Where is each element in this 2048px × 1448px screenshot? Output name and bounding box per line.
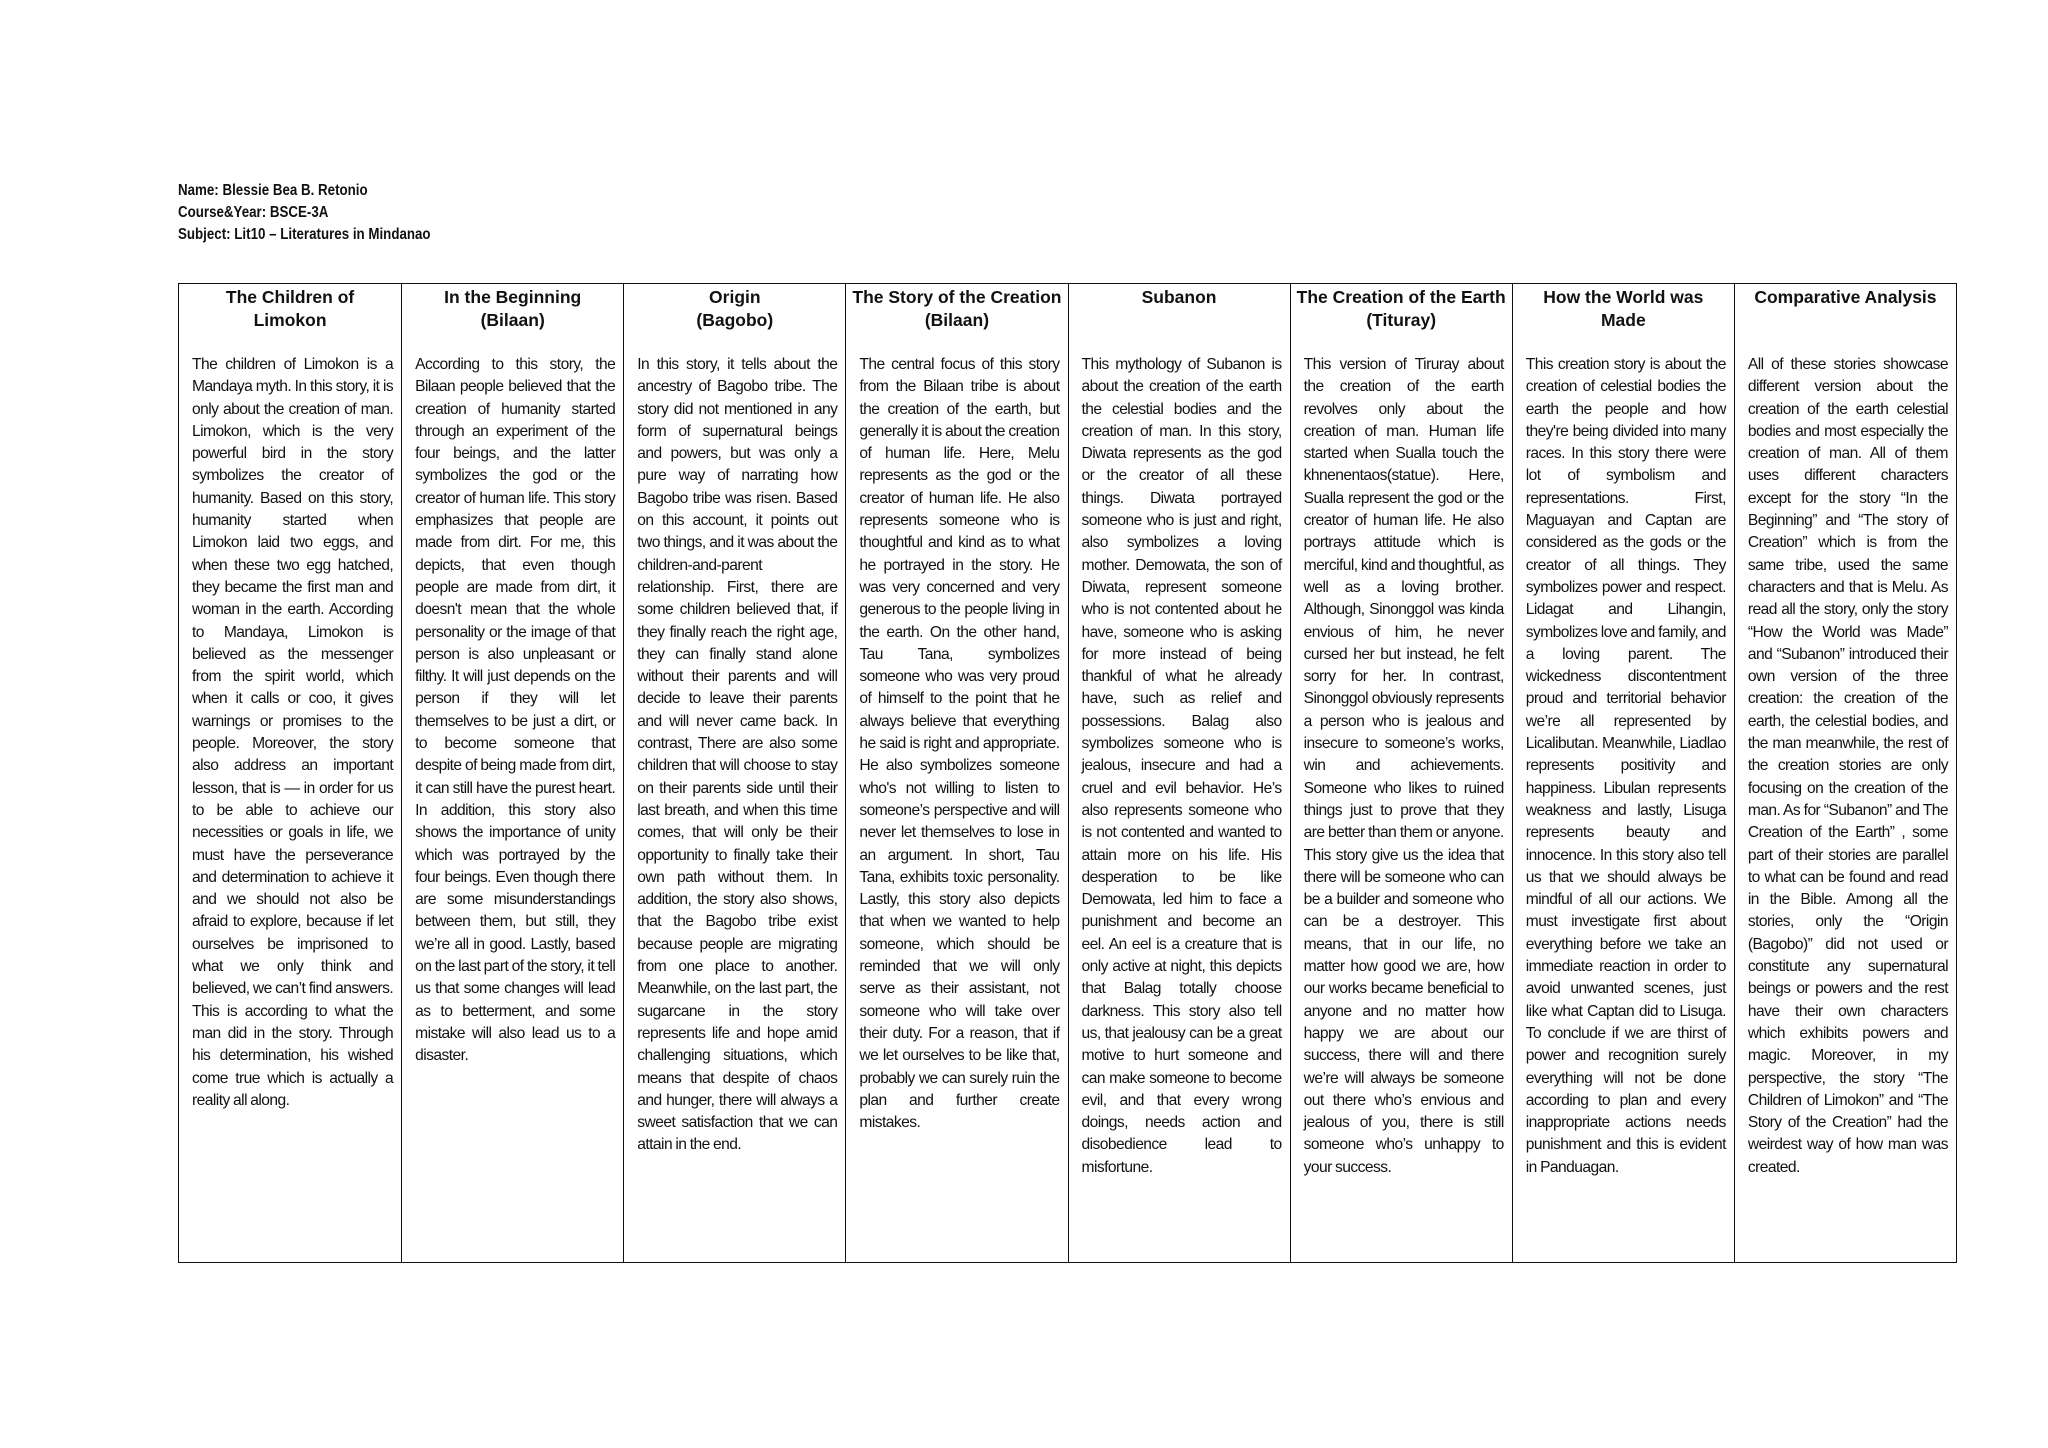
- document-header: [178, 180, 431, 246]
- subject-line: Subject: Lit10 – Literatures in Mindanao: [178, 226, 431, 243]
- student-name: Name: Blessie Bea B. Retonio: [178, 182, 368, 199]
- column-title: The Children of: [225, 287, 355, 307]
- column-title: Origin: [709, 287, 761, 307]
- column-title: The Story of the Creation: [852, 287, 1062, 307]
- column-title: In the Beginning: [444, 287, 582, 307]
- table-column-children-of-limokon: [179, 284, 401, 1262]
- column-header: [1513, 284, 1734, 354]
- table-column-origin: [623, 284, 845, 1262]
- column-header: [1291, 284, 1512, 354]
- column-title: Comparative Analysis: [1754, 287, 1937, 307]
- column-body: All of these stories showcase different version about the creation of the earth celestial bodies and most especially the creation of man. All of them uses different characters except for the story “In the Beginning” and “The story of Creation” which is from the same tribe, used the same characters and that is Melu. As read all the story, only the story “How the World was Made” and “Subanon” introduced their own version of the three creation: the creation of the earth, the celestial bodies, and the man meanwhile, the rest of the creation stories are only focusing on the creation of the man. As for “Subanon” and The Creation of the Earth” , some part of their stories are parallel to what can be found and read in the Bible. Among all the stories, only the “Origin (Bagobo)” did not used or constitute any supernatural beings or powers and the rest have their own characters which exhibits powers and magic. Moreover, in my perspective, the story “The Children of Limokon” and “The Story of the Creation” had the weirdest way of how man was created.: [1747, 356, 1948, 1176]
- table-column-comparative-analysis: [1734, 284, 1956, 1262]
- course-year: Course&Year: BSCE-3A: [178, 204, 329, 221]
- column-title: How the World was Made: [1543, 287, 1704, 330]
- column-body: This creation story is about the creation of celestial bodies the earth the people and how they're being divided into many races. In this story there were lot of symbolism and representations. First, Maguayan and Captan are considered as the gods or the creator of all things. They symbolizes power and respect. Lidagat and Lihangin, symbolizes love and family, and a loving parent. The wickedness discontentment proud and territorial behavior we’re all represented by Licalibutan. Meanwhile, Liadlao represents positivity and happiness. Libulan represents weakness and lastly, Lisuga represents beauty and innocence. In this story also tell us that we should always be mindful of all our actions. We must investigate first about everything before we take an immediate reaction in order to avoid unwanted scenes, just like what Captan did to Lisuga. To conclude if we are thirst of power and recognition surely everything will not be done according to plan and every inappropriate actions needs punishment and this is evident in Panduagan.: [1525, 356, 1726, 1176]
- table-column-creation-of-earth: [1290, 284, 1512, 1262]
- column-body: This version of Tiruray about the creation of the earth revolves only about the creation of man. Human life started when Sualla touch the khnenentaos(statue). Here, Sualla represent the god or the creator of human life. He also portrays attitude which is merciful, kind and thoughtful, as well as a loving brother. Although, Sinonggol was kinda envious of him, he never cursed her but instead, he felt sorry for her. In contrast, Sinonggol obviously represents a person who is jealous and insecure to someone’s works, win and achievements. Someone who likes to ruined things just to prove that they are better than them or anyone. This story give us the idea that there will be someone who can be a builder and someone who can be a destroyer. This means, that in our life, no matter how good we are, how our works became beneficial to anyone and no matter how happy we are about our success, there will and there we’re will always be someone out there who’s envious and jealous of you, there is still someone who’s unhappy to your success.: [1303, 356, 1504, 1176]
- column-subtitle: (Bilaan): [480, 310, 545, 330]
- column-title: Subanon: [1141, 287, 1217, 307]
- column-header: [624, 284, 845, 354]
- column-body: The children of Limokon is a Mandaya myth. In this story, it is only about the creation of man. Limokon, which is the very powerful bird in the story symbolizes the creator of humanity. Based on this story, humanity started when Limokon laid two eggs, and when these two egg hatched, they became the first man and woman in the earth. According to Mandaya, Limokon is believed as the messenger from the spirit world, which when it calls or coo, it gives warnings or promises to the people. Moreover, the story also address an important lesson, that is — in order for us to be able to achieve our necessities or goals in life, we must have the perseverance and determination to achieve it and we should not also be afraid to explore, because if let ourselves be imprisoned to what we only think and believed, we can’t find answers. This is according to what the man did in the story. Through his determination, his wished come true which is actually a reality all along.: [192, 356, 394, 1109]
- column-header: [402, 284, 623, 354]
- column-header: [1069, 284, 1290, 354]
- table-column-in-the-beginning: [401, 284, 623, 1262]
- table-column-how-world-was-made: [1512, 284, 1734, 1262]
- column-subtitle: Limokon: [253, 310, 327, 330]
- column-header: [1735, 284, 1956, 354]
- column-header: [846, 284, 1067, 354]
- column-body: According to this story, the Bilaan people believed that the creation of humanity started through an experiment of the four beings, and the latter symbolizes the god or the creator of human life. This story emphasizes that people are made from dirt. For me, this depicts, that even though people are made from dirt, it doesn't mean that the whole personality or the image of that person is also unpleasant or filthy. It will just depends on the person if they will let themselves to be just a dirt, or to become someone that despite of being made from dirt, it can still have the purest heart. In addition, this story also shows the importance of unity which was portrayed by the four beings. Even though there are some misunderstandings between them, but still, they we’re all in good. Lastly, based on the last part of the story, it tell us that some changes will lead as to betterment, and some mistake will also lead us to a disaster.: [415, 356, 616, 1065]
- column-body: This mythology of Subanon is about the creation of the earth the celestial bodies and the creation of man. In this story, Diwata represents as the god or the creator of all these things. Diwata portrayed someone who is just and right, also symbolizes a loving mother. Demowata, the son of Diwata, represent someone who is not contented about he have, someone who is asking for more instead of being thankful of what he already have, such as relief and possessions. Balag also symbolizes someone who is jealous, insecure and had a cruel and evil behavior. He’s also represents someone who is not contented and wanted to attain more on his life. His desperation to be like Demowata, led him to face a punishment and become an eel. An eel is a creature that is only active at night, this depicts that Balag totally choose darkness. This story also tell us, that jealousy can be a great motive to hurt someone and can make someone to become evil, and that every wrong doings, needs action and disobedience lead to misfortune.: [1081, 356, 1282, 1176]
- column-body: In this story, it tells about the ancestry of Bagobo tribe. The story did not mentioned in any form of supernatural beings and powers, but was only a pure way of narrating how Bagobo tribe was risen. Based on this account, it points out two things, and it was about the children-and-parent relationship. First, there are some children believed that, if they finally reach the right age, they can finally stand alone without their parents and will decide to leave their parents and will never came back. In contrast, There are also some children that will choose to stay on their parents side until their last breath, and when this time comes, that will only be their opportunity to finally take their own path without them. In addition, the story also shows, that the Bagobo tribe exist because people are migrating from one place to another. Meanwhile, on the last part, the sugarcane in the story represents life and hope amid challenging situations, which means that despite of chaos and hunger, there will always a sweet satisfaction that we can attain in the end.: [637, 356, 838, 1154]
- table-column-subanon: [1068, 284, 1290, 1262]
- column-header: [179, 284, 401, 354]
- column-title: The Creation of the Earth: [1296, 287, 1506, 307]
- comparison-table: [178, 283, 1957, 1263]
- column-subtitle: (Bilaan): [924, 310, 990, 330]
- table-column-story-of-creation: [845, 284, 1067, 1262]
- column-subtitle: (Bagobo): [696, 310, 774, 330]
- column-subtitle: (Tituray): [1366, 310, 1437, 330]
- column-body: The central focus of this story from the Bilaan tribe is about the creation of the earth, but generally it is about the creation of human life. Here, Melu represents as the god or the creator of human life. He also represents someone who is thoughtful and kind as to what he portrayed in the story. He was very concerned and very generous to the people living in the earth. On the other hand, Tau Tana, symbolizes someone who was very proud of himself to the point that he always believe that everything he said is right and appropriate. He also symbolizes someone who's not willing to listen to someone’s perspective and will never let themselves to lose in an argument. In short, Tau Tana, exhibits toxic personality. Lastly, this story also depicts that when we wanted to help someone, which should be reminded that we will only serve as their assistant, not someone who will take over their duty. For a reason, that if we let ourselves to be like that, probably we can surely ruin the plan and further create mistakes.: [859, 356, 1060, 1132]
